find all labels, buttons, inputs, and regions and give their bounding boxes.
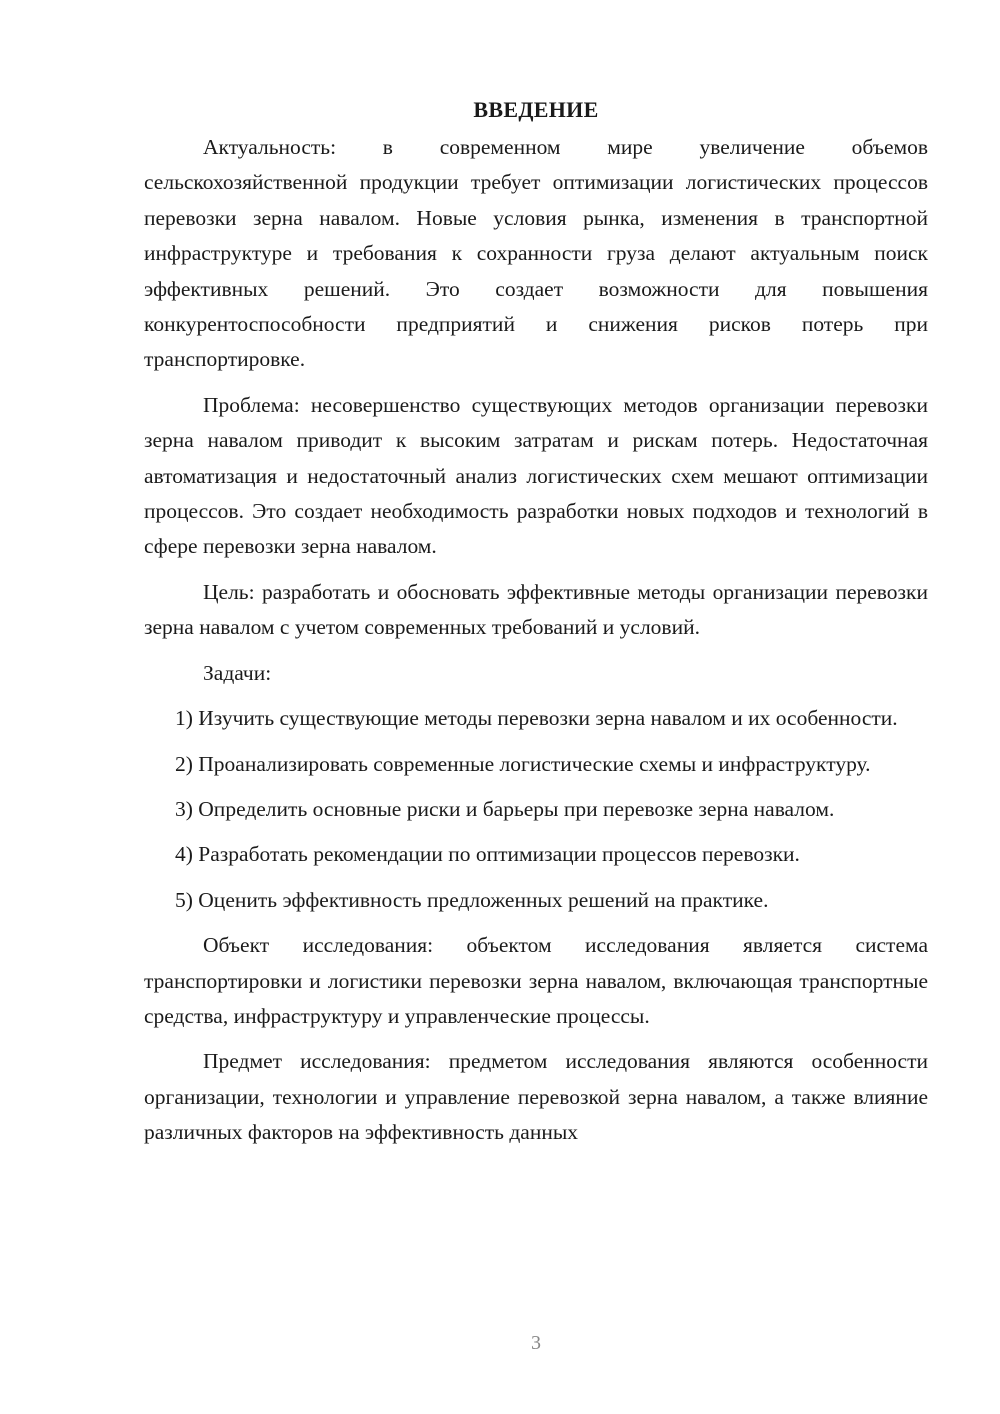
- page-number: 3: [531, 1332, 541, 1354]
- object-paragraph: Объект исследования: объектом исследования является система транспортировки и логистики перевозки зерна навалом, включающая транспортные средства, инфраструктуру и управленческие процессы.: [144, 933, 928, 1028]
- problem-paragraph: Проблема: несовершенство существующих методов организации перевозки зерна навалом приводит к высоким затратам и рискам потерь. Недостаточная автоматизация и недостаточный анализ логистических схем мешают оптимизации процессов. Это создает необходимость разработки новых подходов и технологий в сфере перевозки зерна навалом.: [144, 392, 928, 559]
- list-item: 4) Разработать рекомендации по оптимизации процессов перевозки.: [175, 842, 800, 867]
- subject-paragraph: Предмет исследования: предметом исследования являются особенности организации, технологии и управление перевозкой зерна навалом, а также влияние различных факторов на эффективность данных: [144, 1049, 928, 1145]
- tasks-list: [144, 701, 928, 918]
- document-page: [144, 92, 928, 1151]
- list-item: 1) Изучить существующие методы перевозки зерна навалом и их особенности.: [175, 706, 898, 731]
- page-title: ВВЕДЕНИЕ: [473, 97, 599, 122]
- tasks-label: Задачи:: [203, 660, 272, 685]
- goal-paragraph: Цель: разработать и обосновать эффективные методы организации перевозки зерна навалом с учетом современных требований и условий.: [144, 579, 928, 640]
- relevance-paragraph: Актуальность: в современном мире увеличение объемов сельскохозяйственной продукции требует оптимизации логистических процессов перевозки зерна навалом. Новые условия рынка, изменения в транспортной инфраструктуре и требования к сохранности груза делают актуальным поиск эффективных решений. Это создает возможности для повышения конкурентоспособности предприятий и снижения рисков потерь при транспортировке.: [144, 135, 928, 372]
- list-item: 5) Оценить эффективность предложенных решений на практике.: [175, 887, 769, 912]
- list-item: 2) Проанализировать современные логистические схемы и инфраструктуру.: [175, 751, 871, 776]
- list-item: 3) Определить основные риски и барьеры при перевозке зерна навалом.: [175, 796, 835, 821]
- page-footer: [0, 1332, 1000, 1355]
